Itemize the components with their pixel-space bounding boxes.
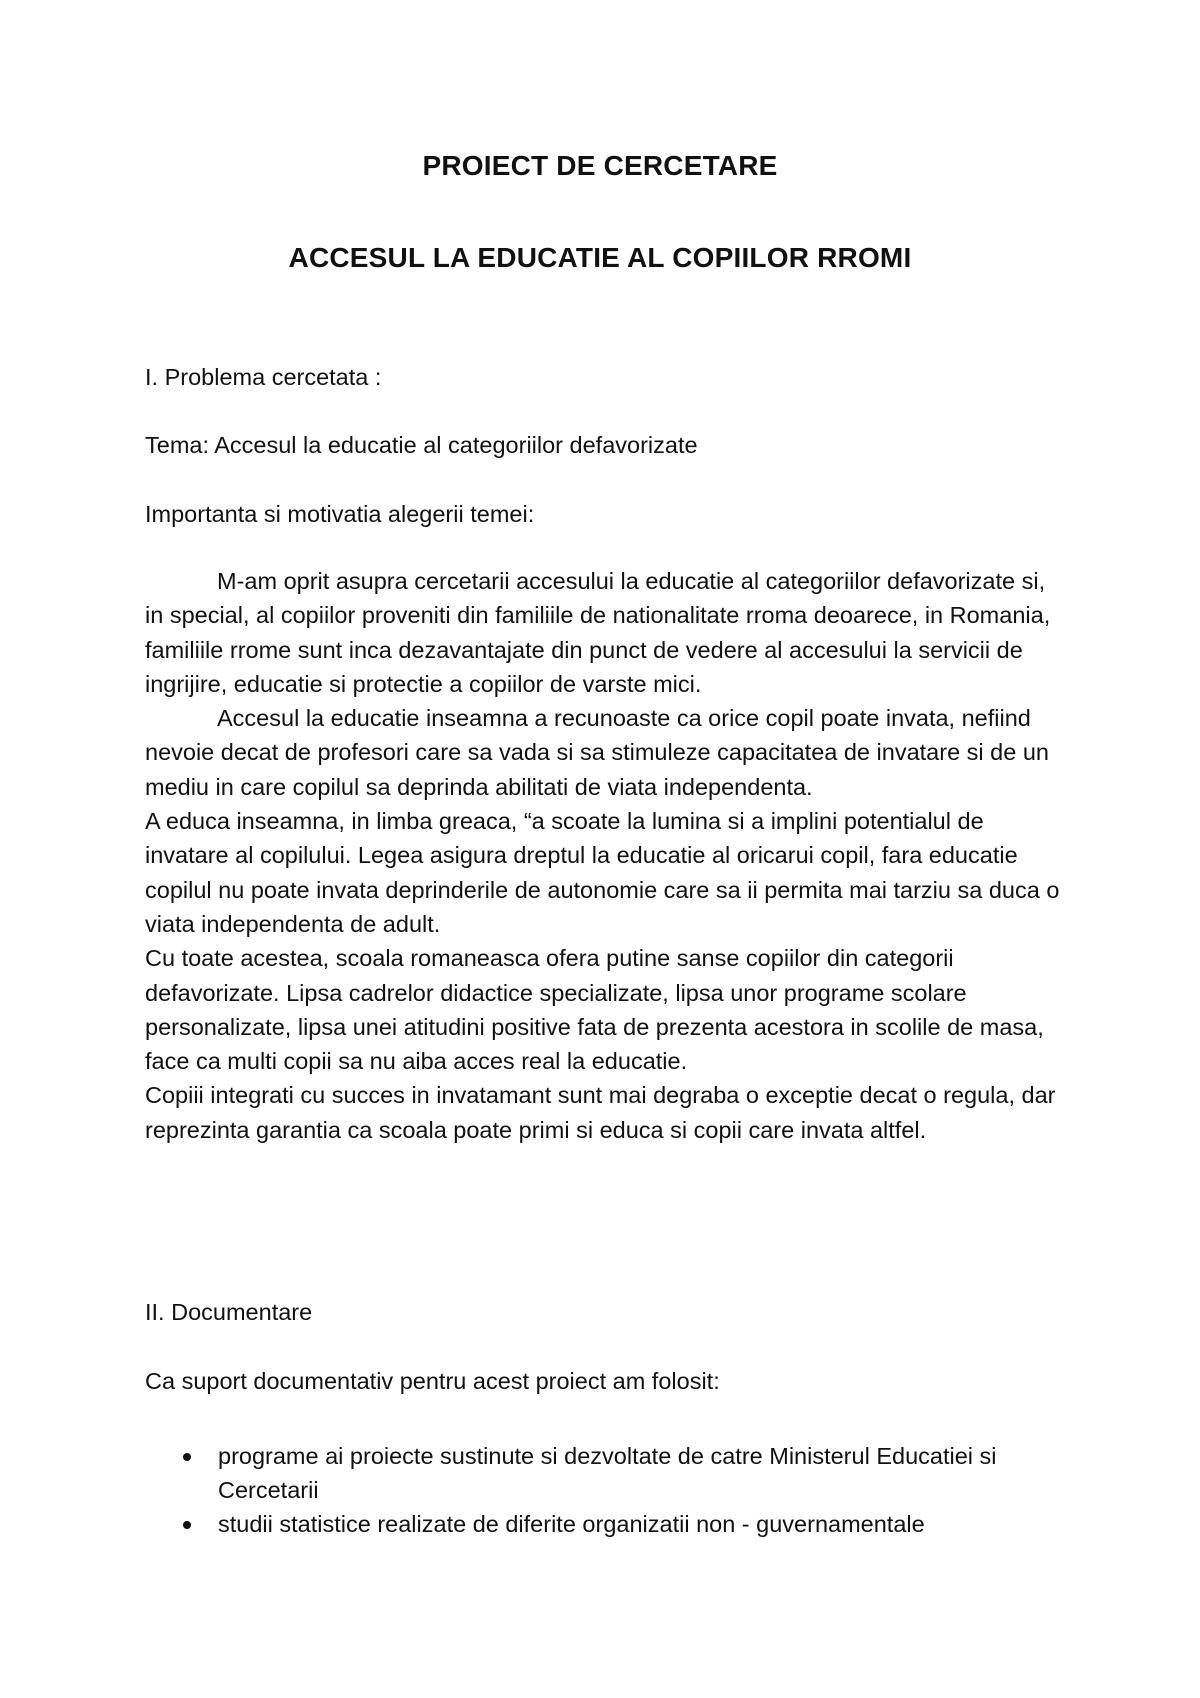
tema-line: Tema: Accesul la educatie al categoriilor defavorizate	[145, 432, 698, 458]
bullet-icon	[183, 1453, 191, 1461]
document-subtitle: ACCESUL LA EDUCATIE AL COPIILOR RROMI	[288, 242, 912, 273]
paragraph-5: Copiii integrati cu succes in invatamant sunt mai degraba o exceptie decat o regula, dar reprezinta garantia ca scoala poate primi si educa si copii care invata altfel.	[145, 1082, 1056, 1143]
paragraph-3: A educa inseamna, in limba greaca, “a scoate la lumina si a implini potentialul de invatare al copilului. Legea asigura dreptul la educatie al oricarui copil, fara educatie copilul nu poate invata deprinderile de autonomie care sa ii permita mai tarziu sa duca o viata independenta de adult.	[145, 808, 1060, 937]
list-item	[145, 1439, 1065, 1507]
list-item	[145, 1507, 1065, 1541]
document-title: PROIECT DE CERCETARE	[422, 150, 778, 181]
list-item-text: studii statistice realizate de diferite organizatii non - guvernamentale	[218, 1511, 925, 1537]
paragraph-4: Cu toate acestea, scoala romaneasca ofera putine sanse copiilor din categorii defavorizate. Lipsa cadrelor didactice specializate, lipsa unor programe scolare personalizate, lipsa unei atitudini positive fata de prezenta acestora in scolile de masa, face ca multi copii sa nu aiba acces real la educatie.	[145, 945, 1044, 1075]
bullet-icon	[183, 1521, 191, 1529]
suport-intro: Ca suport documentativ pentru acest proiect am folosit:	[145, 1368, 720, 1394]
section-1-heading: I. Problema cercetata :	[145, 364, 382, 390]
bullet-list	[145, 1439, 1065, 1541]
importanta-heading: Importanta si motivatia alegerii temei:	[145, 501, 535, 527]
paragraph-2: Accesul la educatie inseamna a recunoaste ca orice copil poate invata, nefiind nevoie decat de profesori care sa vada si sa stimuleze capacitatea de invatare si de un mediu in care copilul sa deprinda abilitati de viata independenta.	[145, 705, 1049, 800]
list-item-text: programe ai proiecte sustinute si dezvoltate de catre Ministerul Educatiei si Cercetarii	[218, 1443, 997, 1503]
section-2-heading: II. Documentare	[145, 1299, 313, 1325]
paragraph-1: M-am oprit asupra cercetarii accesului la educatie al categoriilor defavorizate si, in special, al copiilor proveniti din familiile de nationalitate rroma deoarece, in Romania, familiile rrome sunt inca dezavantajate din punct de vedere al accesului la servicii de ingrijire, educatie si protectie a copiilor de varste mici.	[145, 568, 1051, 697]
body-text	[145, 564, 1065, 1147]
